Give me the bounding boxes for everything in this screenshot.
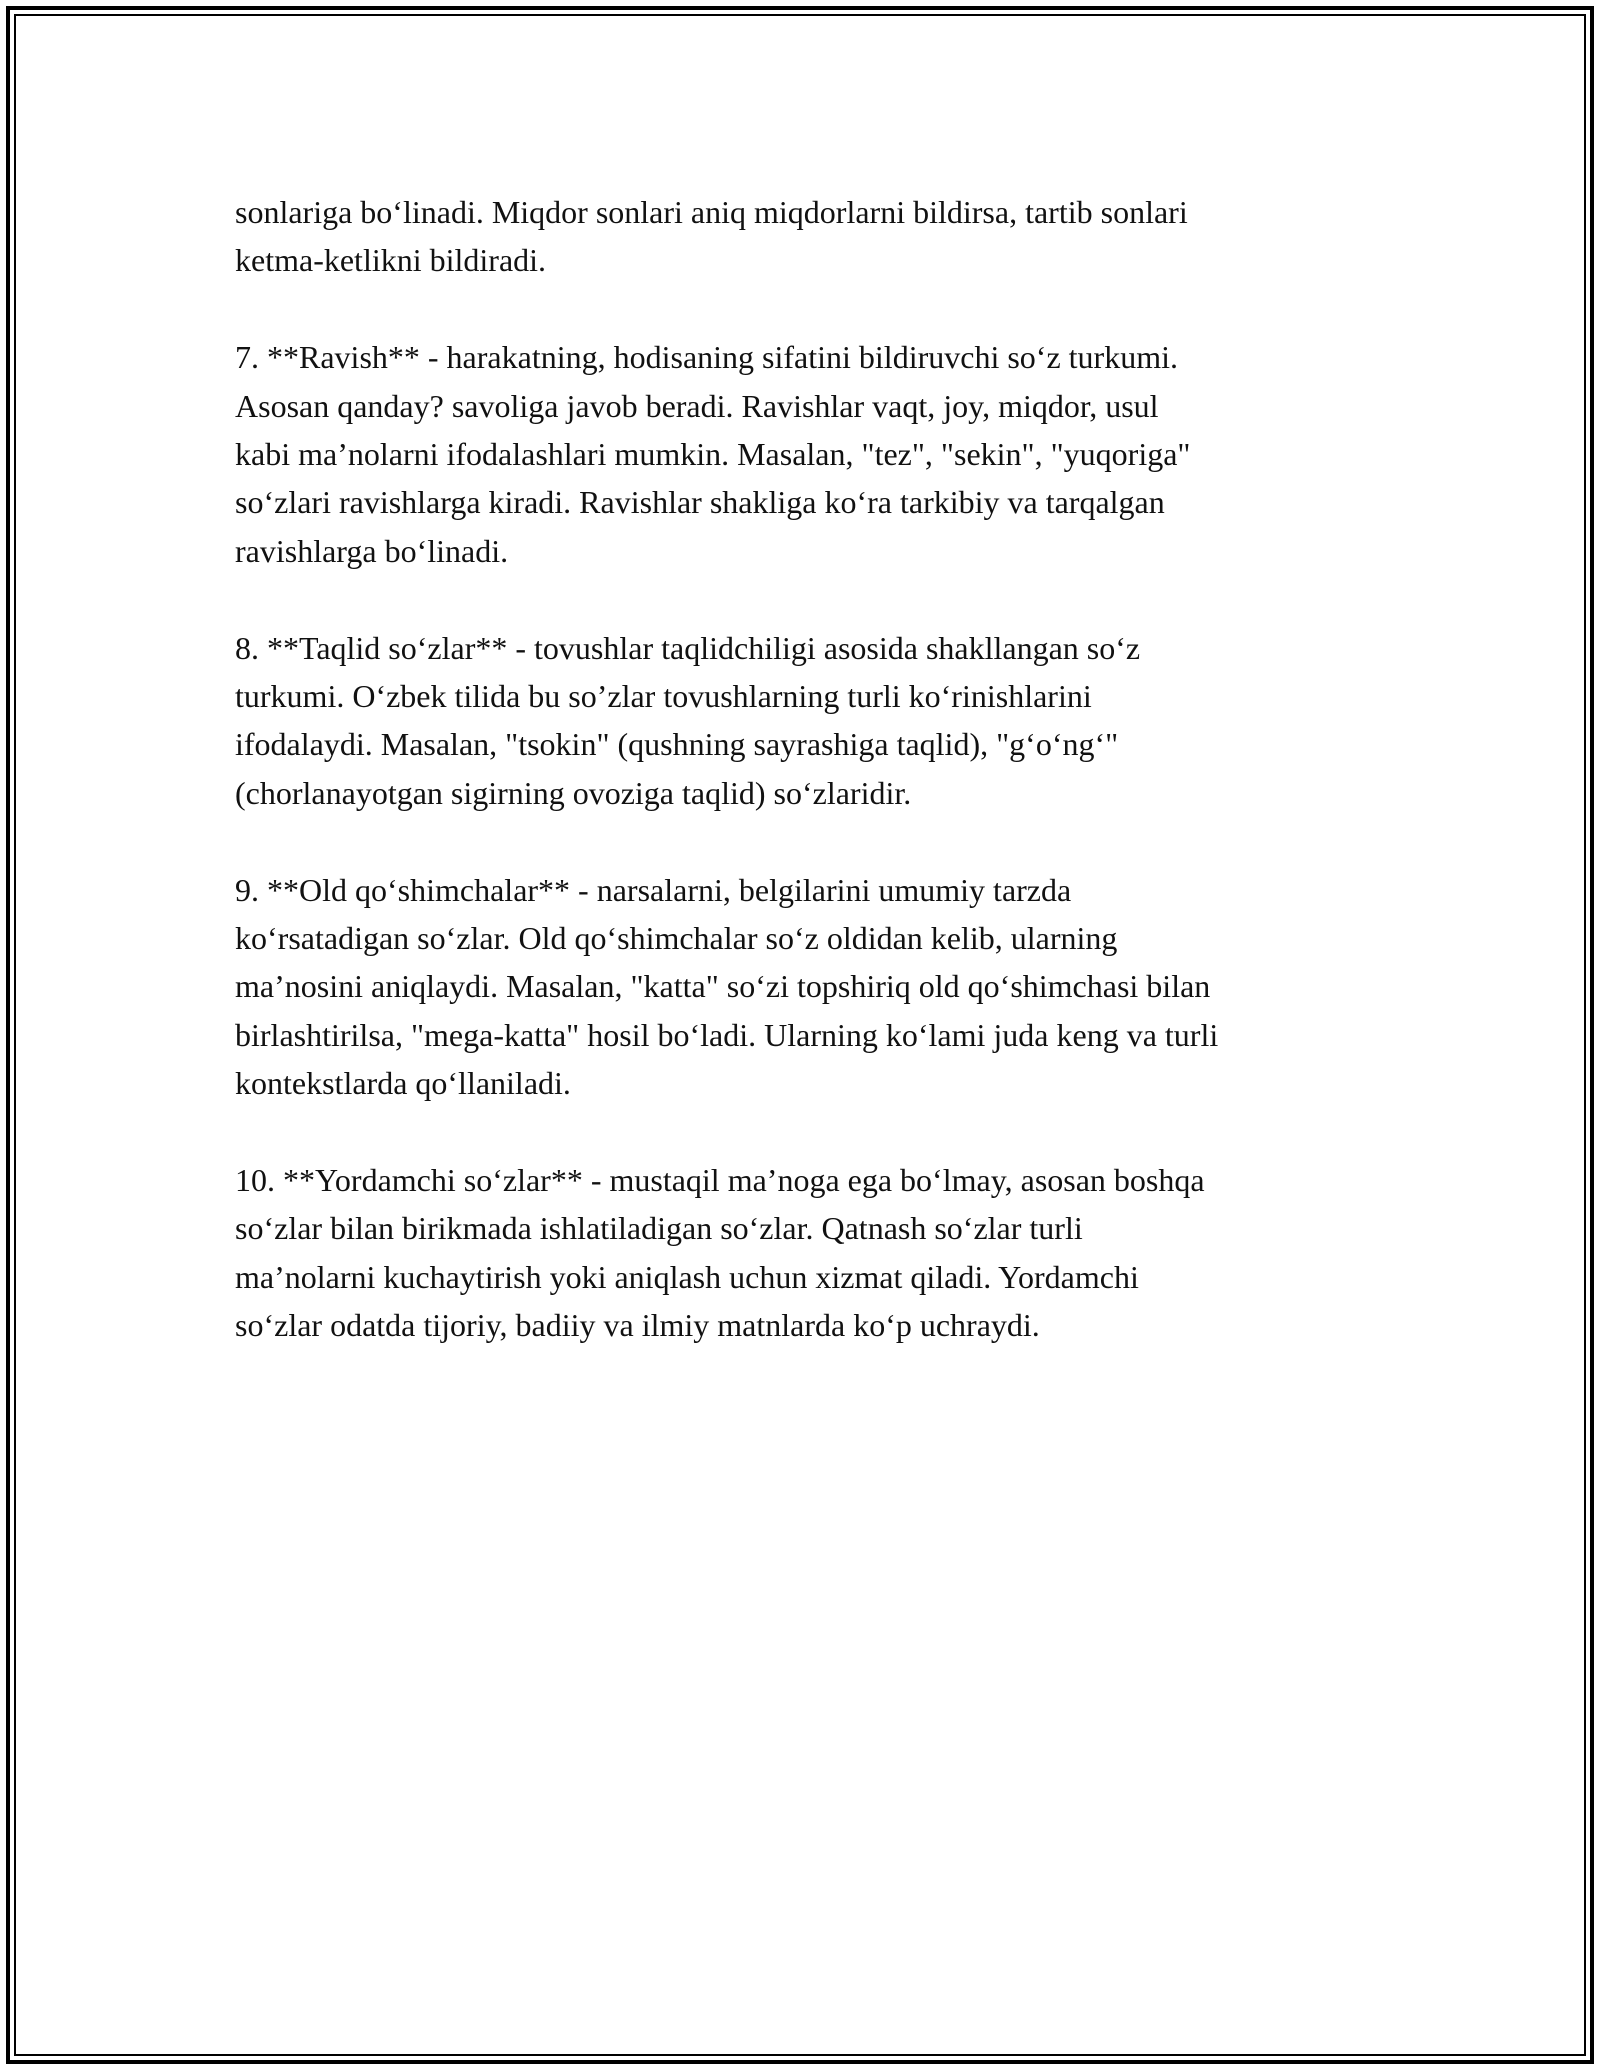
text-line: ifodalaydi. Masalan, "tsokin" (qushning sayrashiga taqlid), "g‘o‘ng‘"	[235, 726, 1119, 763]
document-body	[235, 188, 1375, 1398]
text-line: ma’nosini aniqlaydi. Masalan, "katta" so‘zi topshiriq old qo‘shimchasi bilan	[235, 968, 1211, 1005]
paragraph-ravish	[235, 333, 1375, 575]
text-line: birlashtirilsa, "mega-katta" hosil bo‘ladi. Ularning ko‘lami juda keng va turli	[235, 1016, 1219, 1053]
text-line: ravishlarga bo‘linadi.	[235, 532, 509, 569]
text-line: turkumi. O‘zbek tilida bu so’zlar tovushlarning turli ko‘rinishlarini	[235, 678, 1092, 715]
text-line: (chorlanayotgan sigirning ovoziga taqlid) so‘zlaridir.	[235, 774, 912, 811]
text-line: 10. **Yordamchi so‘zlar** - mustaqil ma’noga ega bo‘lmay, asosan boshqa	[235, 1162, 1205, 1199]
text-line: so‘zlar bilan birikmada ishlatiladigan so‘zlar. Qatnash so‘zlar turli	[235, 1210, 1083, 1247]
text-line: so‘zlari ravishlarga kiradi. Ravishlar shakliga ko‘ra tarkibiy va tarqalgan	[235, 484, 1165, 521]
paragraph-old-qoshimchalar	[235, 866, 1375, 1108]
text-line: 8. **Taqlid so‘zlar** - tovushlar taqlidchiligi asosida shakllangan so‘z	[235, 629, 1141, 666]
text-line: sonlariga bo‘linadi. Miqdor sonlari aniq miqdorlarni bildirsa, tartib sonlari	[235, 194, 1188, 230]
text-line: 7. **Ravish** - harakatning, hodisaning sifatini bildiruvchi so‘z turkumi.	[235, 339, 1178, 376]
text-line: so‘zlar odatda tijoriy, badiiy va ilmiy matnlarda ko‘p uchraydi.	[235, 1307, 1040, 1344]
text-line: ma’nolarni kuchaytirish yoki aniqlash uchun xizmat qiladi. Yordamchi	[235, 1258, 1139, 1295]
text-line: ko‘rsatadigan so‘zlar. Old qo‘shimchalar so‘z oldidan kelib, ularning	[235, 920, 1118, 957]
paragraph-continuation	[235, 188, 1375, 285]
text-line: kabi ma’nolarni ifodalashlari mumkin. Masalan, "tez", "sekin", "yuqoriga"	[235, 436, 1191, 473]
paragraph-taqlid-sozlar	[235, 624, 1375, 818]
text-line: 9. **Old qo‘shimchalar** - narsalarni, belgilarini umumiy tarzda	[235, 871, 1072, 908]
paragraph-yordamchi-sozlar	[235, 1156, 1375, 1350]
text-line: ketma-ketlikni bildiradi.	[235, 242, 547, 279]
text-line: kontekstlarda qo‘llaniladi.	[235, 1065, 571, 1102]
text-line: Asosan qanday? savoliga javob beradi. Ravishlar vaqt, joy, miqdor, usul	[235, 387, 1159, 424]
